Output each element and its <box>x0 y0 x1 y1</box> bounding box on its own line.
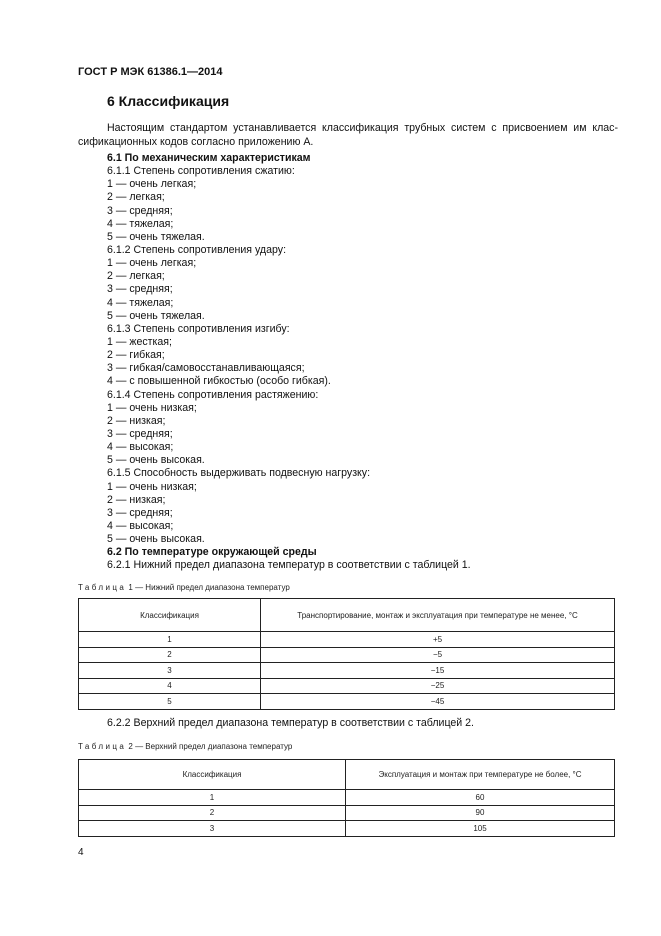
table-row <box>79 678 615 694</box>
table-2 <box>78 759 615 837</box>
list-line: 2 — низкая; <box>107 493 166 506</box>
table1-header: Классификация <box>79 599 261 632</box>
subsection-heading: 6.1 По механическим характеристикам <box>107 152 311 164</box>
table2-header: Эксплуатация и монтаж при температуре не более, °С <box>346 760 615 790</box>
classification-cell: 3 <box>79 821 346 837</box>
classification-list <box>107 152 471 573</box>
classification-cell: 4 <box>79 678 261 694</box>
paragraph-6-2-2: 6.2.2 Верхний предел диапазона температур в соответствии с таблицей 2. <box>107 717 474 729</box>
list-line: 2 — низкая; <box>107 414 166 427</box>
temperature-cell: −45 <box>261 694 615 710</box>
caption-text: 2 — Верхний предел диапазона температур <box>126 742 293 751</box>
classification-cell: 5 <box>79 694 261 710</box>
classification-cell: 2 <box>79 647 261 663</box>
caption-word: Таблица <box>78 742 127 751</box>
table-row <box>79 663 615 679</box>
table2-caption <box>78 742 292 751</box>
list-line: 4 — тяжелая; <box>107 217 174 230</box>
subsection-heading: 6.2 По температуре окружающей среды <box>107 546 317 559</box>
table-1 <box>78 598 615 710</box>
document-header: ГОСТ Р МЭК 61386.1—2014 <box>78 66 223 78</box>
temperature-cell: −25 <box>261 678 615 694</box>
list-line: 6.1.3 Степень сопротивления изгибу: <box>107 322 290 335</box>
list-line: 3 — средняя; <box>107 427 173 440</box>
caption-word: Таблица <box>78 583 127 592</box>
temperature-cell: 60 <box>346 790 615 806</box>
list-line: 3 — гибкая/самовосстанавливающаяся; <box>107 362 305 375</box>
list-line: 6.2.1 Нижний предел диапазона температур в соответствии с таблицей 1. <box>107 559 471 572</box>
table-row <box>79 647 615 663</box>
classification-cell: 3 <box>79 663 261 679</box>
list-line: 1 — очень легкая; <box>107 178 197 191</box>
list-line: 3 — средняя; <box>107 506 173 519</box>
table-row <box>79 790 615 806</box>
classification-cell: 1 <box>79 790 346 806</box>
list-line: 1 — очень низкая; <box>107 480 197 493</box>
table1-caption <box>78 583 290 592</box>
list-line: 1 — жесткая; <box>107 335 172 348</box>
list-line: 4 — с повышенной гибкостью (особо гибкая). <box>107 375 331 388</box>
caption-text: 1 — Нижний предел диапазона температур <box>126 583 290 592</box>
temperature-cell: 90 <box>346 805 615 821</box>
list-line: 4 — тяжелая; <box>107 296 174 309</box>
list-line: 6.1.2 Степень сопротивления удару: <box>107 243 287 256</box>
classification-cell: 1 <box>79 632 261 648</box>
table1-header: Транспортирование, монтаж и эксплуатация при температуре не менее, °С <box>261 599 615 632</box>
temperature-cell: 105 <box>346 821 615 837</box>
classification-cell: 2 <box>79 805 346 821</box>
list-line: 5 — очень высокая. <box>107 454 205 467</box>
list-line: 2 — легкая; <box>107 270 165 283</box>
temperature-cell: −5 <box>261 647 615 663</box>
table-row <box>79 694 615 710</box>
list-line: 5 — очень тяжелая. <box>107 309 205 322</box>
list-line: 2 — гибкая; <box>107 349 165 362</box>
table-row <box>79 821 615 837</box>
table-row <box>79 632 615 648</box>
list-line: 6.1.5 Способность выдерживать подвесную нагрузку: <box>107 467 371 480</box>
list-line: 6.1.4 Степень сопротивления растяжению: <box>107 388 319 401</box>
list-line: 3 — средняя; <box>107 283 173 296</box>
list-line: 4 — высокая; <box>107 519 174 532</box>
list-line: 5 — очень тяжелая. <box>107 230 205 243</box>
section-title: 6 Классификация <box>107 93 230 109</box>
list-line: 3 — средняя; <box>107 204 173 217</box>
list-line: 5 — очень высокая. <box>107 533 205 546</box>
list-line: 1 — очень легкая; <box>107 257 197 270</box>
page-number: 4 <box>78 847 84 858</box>
table2-header: Классификация <box>79 760 346 790</box>
list-line: 2 — легкая; <box>107 191 165 204</box>
temperature-cell: +5 <box>261 632 615 648</box>
temperature-cell: −15 <box>261 663 615 679</box>
list-line: 4 — высокая; <box>107 441 174 454</box>
list-line: 6.1.1 Степень сопротивления сжатию: <box>107 165 295 178</box>
intro-paragraph: Настоящим стандартом устанавливается классификация трубных систем с присвоением им классификационных кодов согласно приложению А. <box>78 122 618 148</box>
list-line: 1 — очень низкая; <box>107 401 197 414</box>
table-row <box>79 805 615 821</box>
